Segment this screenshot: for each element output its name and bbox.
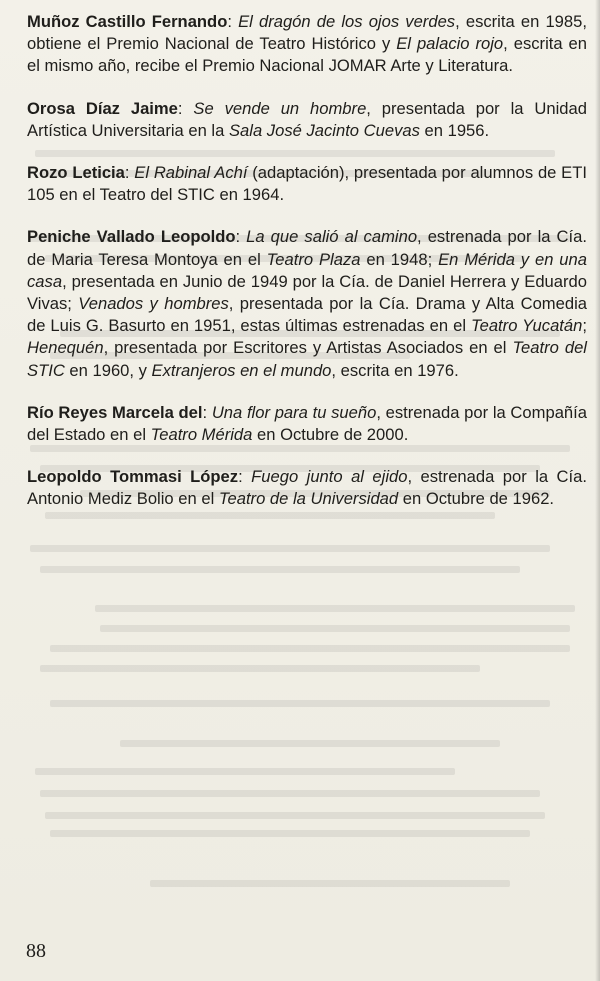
work-title: El dragón de los ojos verdes xyxy=(238,12,456,31)
entry: Orosa Díaz Jaime: Se vende un hombre, presentada por la Unidad Artística Universitaria en la Sala José Jacinto Cuevas en 1956. xyxy=(27,98,587,140)
bleed-through-line xyxy=(45,812,545,819)
entry-text: , escrita en 1985, obtiene el Premio Nacional de Teatro Histórico y xyxy=(27,12,587,54)
work-title: En Mérida y en una casa xyxy=(27,249,587,291)
entry-text: , escrita en 1976. xyxy=(331,360,459,380)
entry-author: Rozo Leticia xyxy=(27,163,125,183)
entry: Muñoz Castillo Fernando: El dragón de los ojos verdes, escrita en 1985, obtiene el Premio Nacional de Teatro Histórico y El palacio rojo, escrita en el mismo año, recibe el Premio Nacional JOMAR Arte y Literatura. xyxy=(27,12,588,76)
entry-author: Orosa Díaz Jaime xyxy=(27,98,178,118)
entry-text: en 1948; xyxy=(360,249,439,269)
work-title: Fuego junto al ejido xyxy=(251,467,408,487)
work-title: Teatro Mérida xyxy=(150,425,253,445)
entry-text: en Octubre de 2000. xyxy=(252,425,409,445)
entry-text: , presentada por la Unidad Artística Universitaria en la xyxy=(27,98,587,140)
bleed-through-line xyxy=(40,566,520,573)
bleed-through-line xyxy=(35,768,455,775)
work-title: Teatro Plaza xyxy=(266,249,361,269)
work-title: Teatro del STIC xyxy=(27,338,587,380)
bleed-through-line xyxy=(50,645,570,652)
entry-text: , presentada por la Cía. Drama y Alta Comedia de Luis G. Basurto en 1951, estas últimas estrenadas en el xyxy=(27,294,587,336)
bleed-through-line xyxy=(40,790,540,797)
bleed-through-line xyxy=(95,605,575,612)
entry: Rozo Leticia: El Rabinal Achí (adaptación), presentada por alumnos de ETI 105 en el Teatro del STIC en 1964. xyxy=(27,163,587,205)
work-title: Sala José Jacinto Cuevas xyxy=(228,120,420,140)
work-title: La que salió al camino xyxy=(246,227,418,247)
work-title: Teatro Yucatán xyxy=(470,316,583,336)
bleed-through-line xyxy=(50,700,550,707)
bleed-through-line xyxy=(100,625,570,632)
work-title: Una flor para tu sueño xyxy=(211,402,377,422)
entries-list xyxy=(27,11,587,531)
entry-text: , estrenada por la Cía. Antonio Mediz Bolio en el xyxy=(27,467,587,509)
entry-text: , estrenada por la Compañía del Estado en el xyxy=(27,402,587,445)
work-title: Teatro de la Universidad xyxy=(218,489,399,509)
entry-text: , estrenada por la Cía. de Maria Teresa Montoya en el xyxy=(27,227,587,269)
bleed-through-line xyxy=(120,740,500,747)
bleed-through-line xyxy=(150,880,510,887)
entry: Leopoldo Tommasi López: Fuego junto al ejido, estrenada por la Cía. Antonio Mediz Bolio en el Teatro de la Universidad en Octubre de 1962. xyxy=(27,467,587,509)
entry-text: , presentada en Junio de 1949 por la Cía. de Daniel Herrera y Eduardo Vivas; xyxy=(27,271,587,314)
entry-author: Río Reyes Marcela del xyxy=(27,402,203,422)
bleed-through-line xyxy=(40,665,480,672)
work-title: Extranjeros en el mundo xyxy=(151,360,332,380)
page-number: 88 xyxy=(26,940,46,962)
entry-text: (adaptación), presentada por alumnos de ETI 105 en el Teatro del STIC en 1964. xyxy=(27,163,587,205)
entry-text: ; xyxy=(582,316,587,336)
entry-author: Peniche Vallado Leopoldo xyxy=(27,227,236,247)
entry: Peniche Vallado Leopoldo: La que salió al camino, estrenada por la Cía. de Maria Teresa Montoya en el Teatro Plaza en 1948; En Mérida y en una casa, presentada en Junio de 1949 por la Cía. de Daniel Herrera y Eduardo Vivas; Venados y hombres, presentada por la Cía. Drama y Alta Comedia de Luis G. Basurto en 1951, estas últimas estrenadas en el Teatro Yucatán; Henequén, presentada por Escritores y Artistas Asociados en el Teatro del STIC en 1960, y Extranjeros en el mundo, escrita en 1976. xyxy=(27,227,587,380)
entry-text: , escrita en el mismo año, recibe el Premio Nacional JOMAR Arte y Literatura. xyxy=(27,34,588,76)
bleed-through-line xyxy=(50,830,530,837)
entry: Río Reyes Marcela del: Una flor para tu sueño, estrenada por la Compañía del Estado en el Teatro Mérida en Octubre de 2000. xyxy=(27,402,587,445)
work-title: Venados y hombres xyxy=(78,294,229,314)
entry-author: Leopoldo Tommasi López xyxy=(27,467,239,487)
work-title: Se vende un hombre xyxy=(193,98,367,118)
entry-text: , presentada por Escritores y Artistas Asociados en el xyxy=(103,338,513,358)
bleed-through-line xyxy=(30,545,550,552)
work-title: El Rabinal Achí xyxy=(134,163,248,183)
work-title: Henequén xyxy=(27,338,104,358)
page-edge-shadow xyxy=(595,0,600,981)
entry-author: Muñoz Castillo Fernando xyxy=(27,12,228,31)
entry-text: en Octubre de 1962. xyxy=(398,489,555,509)
entry-text: en 1960, y xyxy=(64,360,152,380)
entry-text: en 1956. xyxy=(419,120,490,140)
work-title: El palacio rojo xyxy=(396,34,504,54)
